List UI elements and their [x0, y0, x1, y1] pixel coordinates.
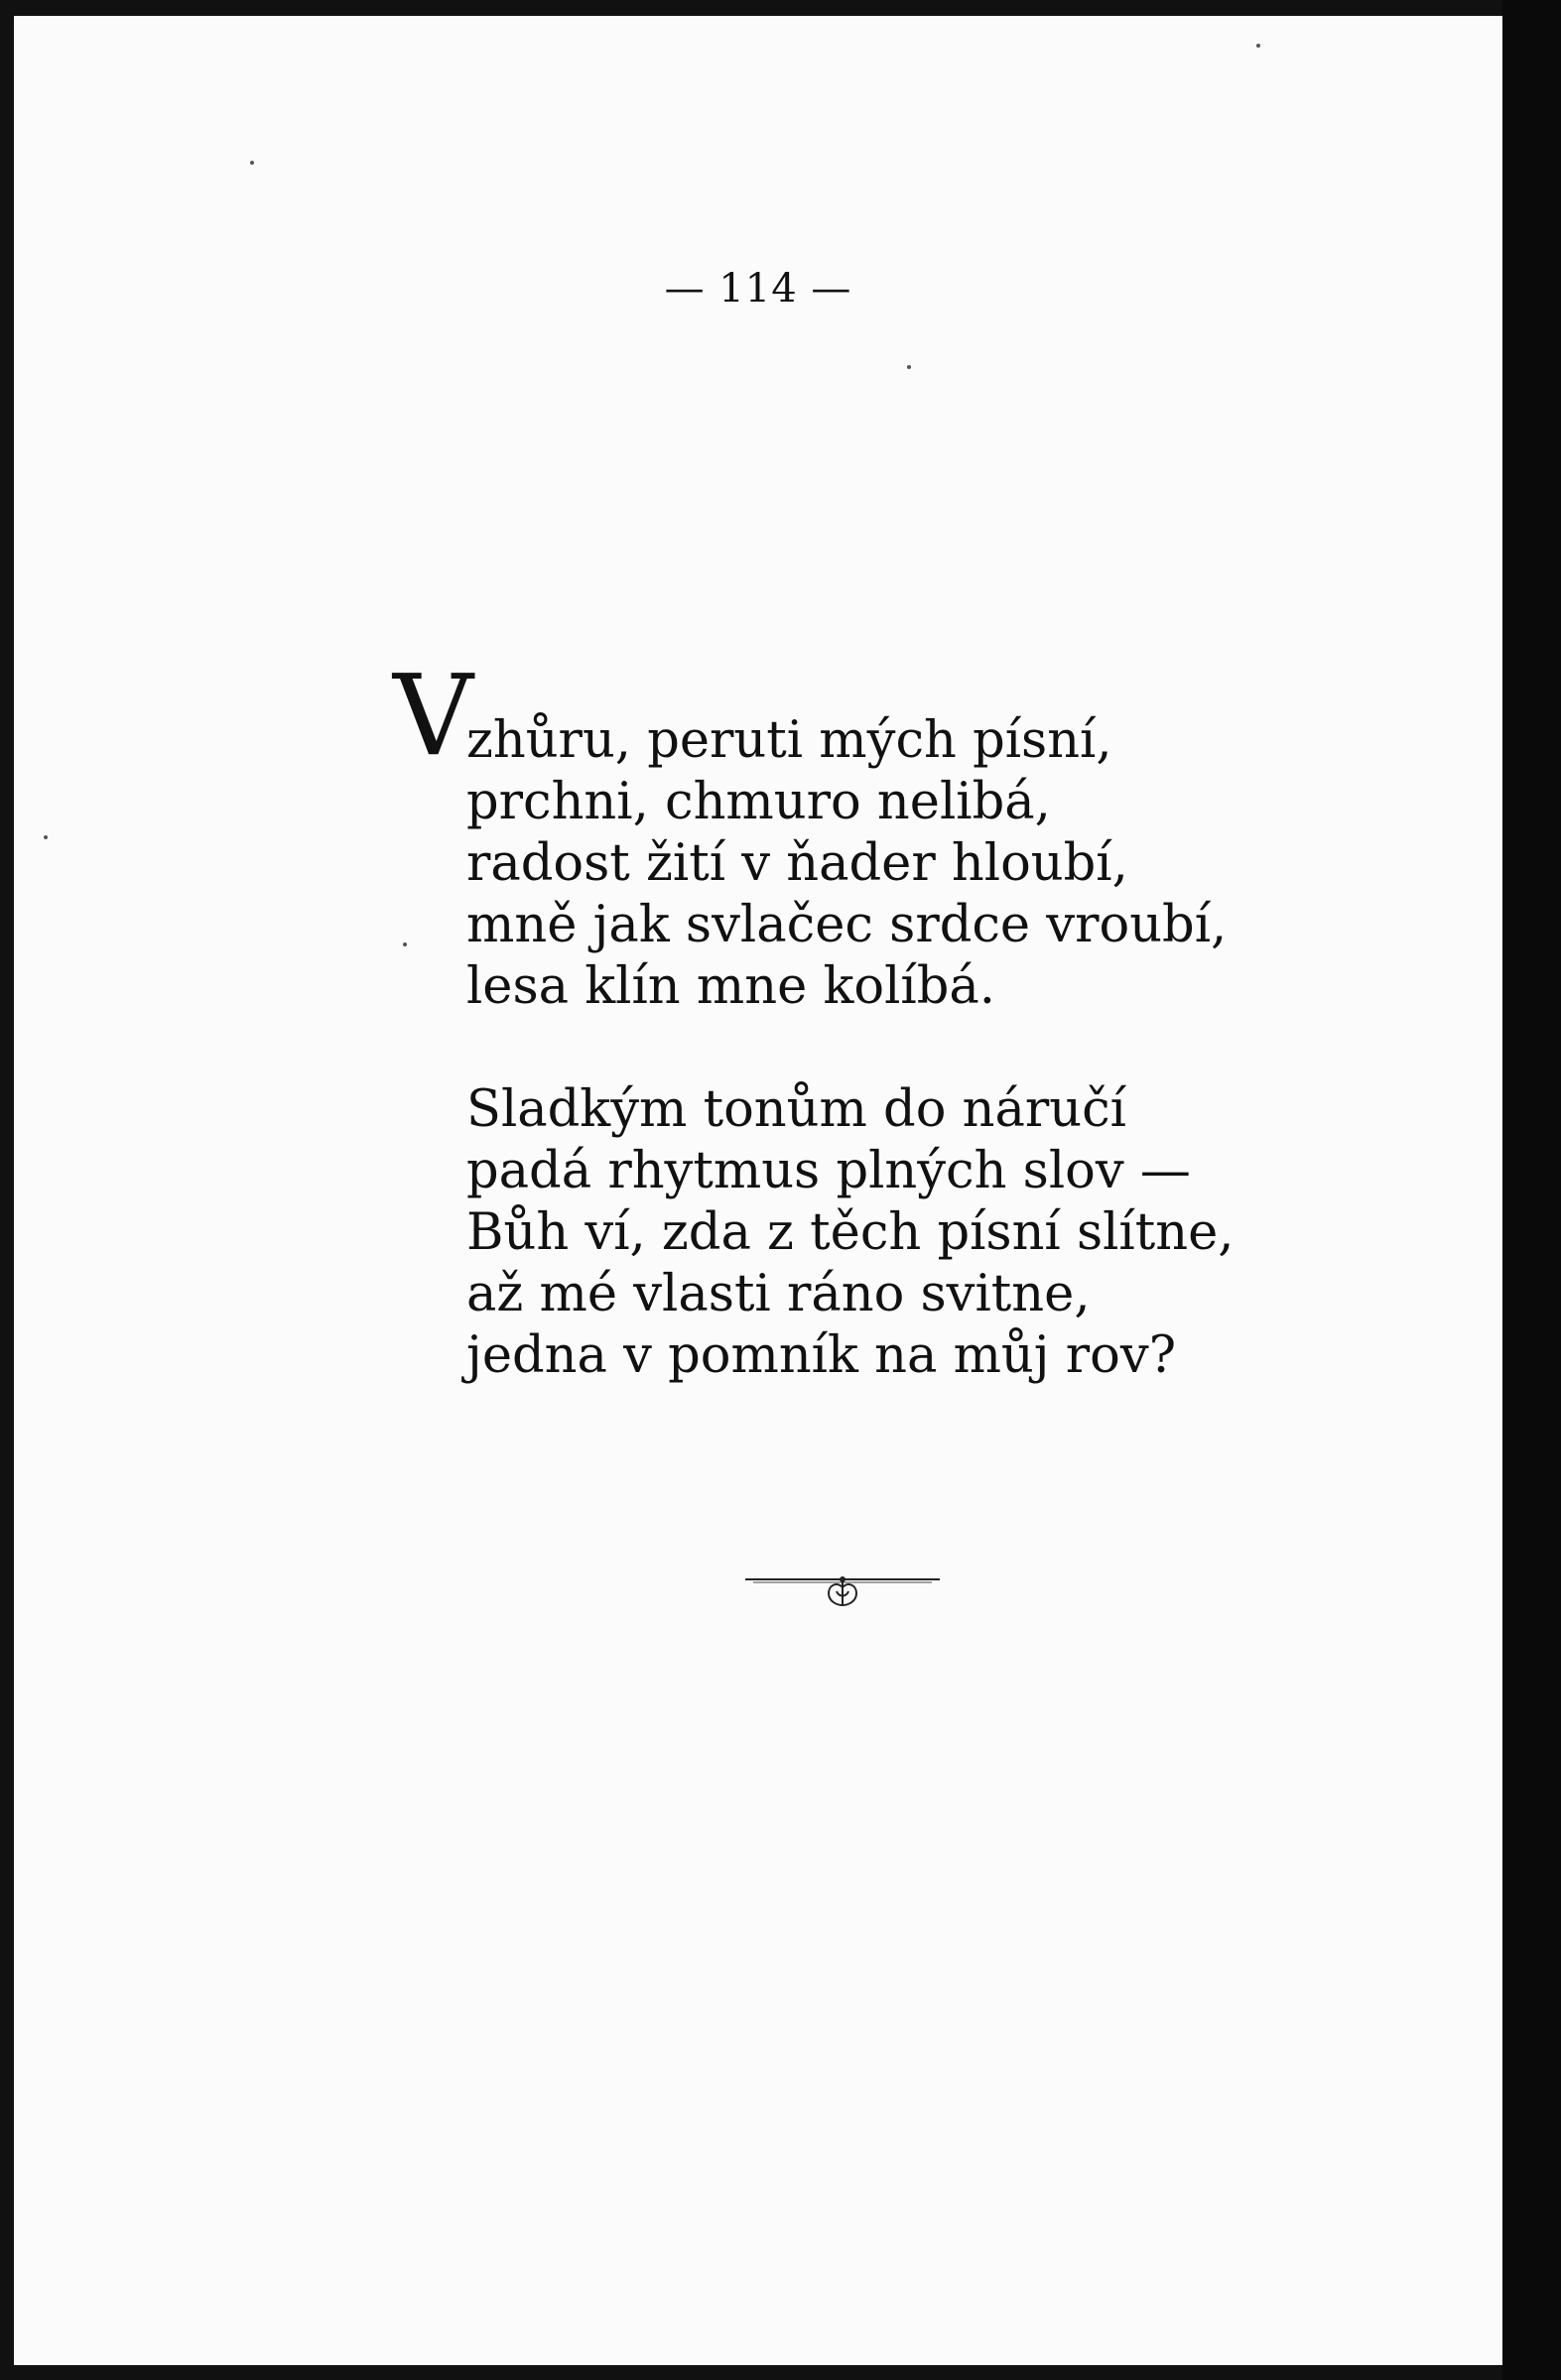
poem-line: jedna v pomník na můj rov? — [466, 1326, 1177, 1385]
poem-line: lesa klín mne kolíbá. — [466, 957, 995, 1016]
poem-line: Bůh ví, zda z těch písní slítne, — [466, 1203, 1235, 1262]
drop-cap: V — [393, 652, 473, 781]
paper-speck — [907, 365, 911, 369]
poem-line: až mé vlasti ráno svitne, — [466, 1265, 1091, 1323]
paper-speck — [44, 835, 48, 839]
poem-line: prchni, chmuro nelibá, — [466, 773, 1051, 831]
page-binding-edge — [1502, 0, 1561, 2380]
paper-speck — [1256, 44, 1260, 48]
poem-line: Sladkým tonům do náručí — [466, 1080, 1126, 1139]
stanza-1 — [466, 710, 1360, 1018]
poem-line: zhůru, peruti mých písní, — [466, 711, 1112, 770]
paper-speck — [250, 161, 254, 165]
poem-line: mně jak svlačec srdce vroubí, — [466, 896, 1228, 954]
page-number: — 114 — — [664, 266, 852, 312]
poem — [393, 652, 1360, 1387]
poem-line: radost žití v ňader hloubí, — [466, 834, 1128, 893]
stanza-2 — [466, 1079, 1360, 1387]
book-page — [14, 16, 1502, 2365]
floral-ornament-icon — [743, 1569, 942, 1613]
poem-line: padá rhytmus plných slov — — [466, 1142, 1191, 1200]
paper-speck — [403, 942, 407, 946]
